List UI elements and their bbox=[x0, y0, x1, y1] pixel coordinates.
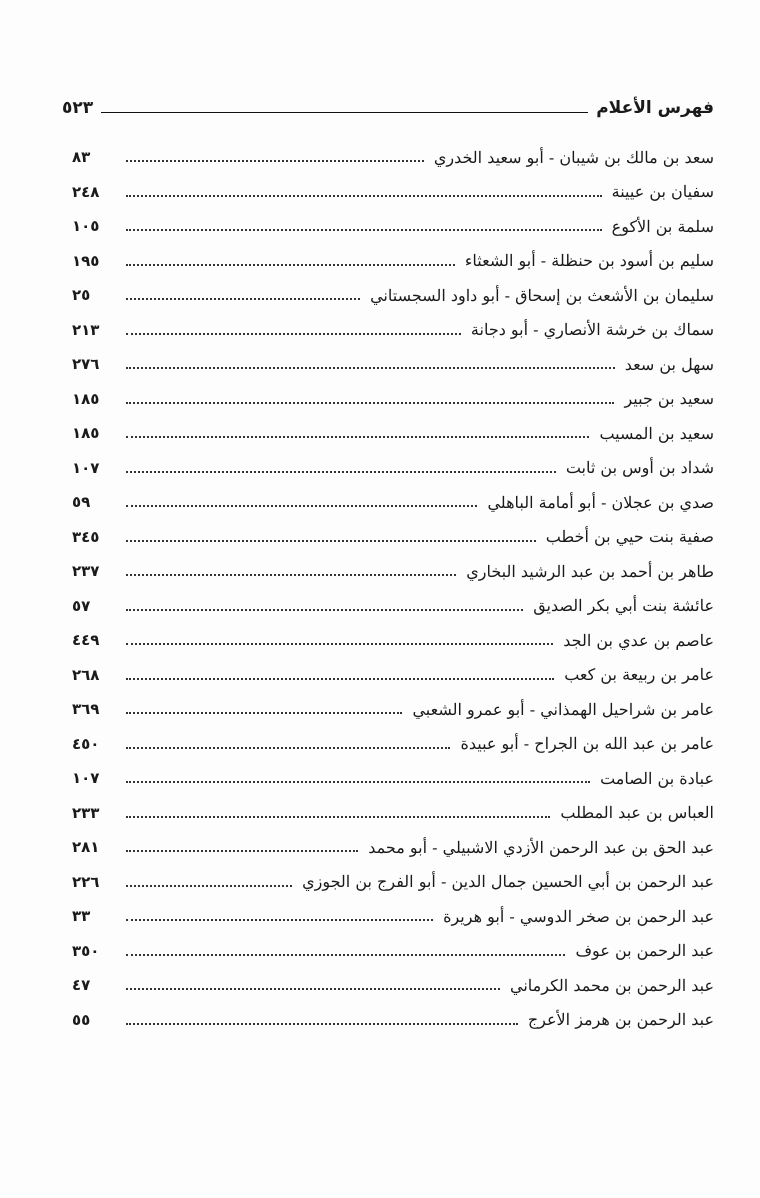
dot-leader bbox=[126, 434, 589, 438]
entry-page-number: ٤٧ bbox=[72, 976, 91, 995]
index-entry bbox=[72, 140, 714, 175]
dot-leader bbox=[126, 262, 455, 266]
header-rule bbox=[101, 112, 588, 113]
entry-page-number: ٢٣٧ bbox=[72, 562, 100, 581]
dot-leader bbox=[126, 572, 456, 576]
entry-name: العباس بن عبد المطلب bbox=[560, 803, 714, 823]
dot-leader bbox=[126, 710, 402, 714]
entry-name: سهل بن سعد bbox=[624, 354, 714, 374]
index-entry bbox=[72, 416, 714, 451]
dot-leader bbox=[126, 952, 565, 956]
index-entry bbox=[72, 899, 714, 934]
entry-page-number: ٣٦٩ bbox=[72, 700, 100, 719]
entry-page-number: ٤٥٠ bbox=[72, 734, 100, 753]
index-entry bbox=[72, 692, 714, 727]
entry-page-number: ١٠٥ bbox=[72, 217, 100, 236]
entry-name: عبد الرحمن بن محمد الكرماني bbox=[510, 975, 714, 995]
entry-name: صدي بن عجلان - أبو أمامة الباهلي bbox=[487, 492, 714, 512]
dot-leader bbox=[126, 848, 358, 852]
entry-page-number: ٢٦٨ bbox=[72, 665, 100, 684]
entry-page-number: ٣٣ bbox=[72, 907, 91, 926]
index-entry bbox=[72, 382, 714, 417]
dot-leader bbox=[126, 883, 292, 887]
dot-leader bbox=[126, 745, 450, 749]
index-entry bbox=[72, 796, 714, 831]
entry-name: سعد بن مالك بن شيبان - أبو سعيد الخدري bbox=[433, 147, 714, 167]
dot-leader bbox=[126, 641, 553, 645]
entry-page-number: ٣٤٥ bbox=[72, 527, 100, 546]
dot-leader bbox=[126, 676, 554, 680]
entry-page-number: ٢٥ bbox=[72, 286, 91, 305]
dot-leader bbox=[126, 227, 602, 231]
entry-name: عامر بن ربيعة بن كعب bbox=[564, 665, 714, 685]
index-entry bbox=[72, 175, 714, 210]
dot-leader bbox=[126, 193, 602, 197]
index-entry bbox=[72, 589, 714, 624]
dot-leader bbox=[126, 779, 590, 783]
entry-page-number: ٤٤٩ bbox=[72, 631, 100, 650]
entry-name: عامر بن عبد الله بن الجراح - أبو عبيدة bbox=[460, 734, 714, 754]
entry-name: عبد الحق بن عبد الرحمن الأزدي الاشبيلي - أبو محمد bbox=[368, 837, 714, 857]
entry-page-number: ٢٧٦ bbox=[72, 355, 100, 374]
dot-leader bbox=[126, 331, 461, 335]
dot-leader bbox=[126, 538, 536, 542]
entry-name: عامر بن شراحيل الهمذاني - أبو عمرو الشعبي bbox=[412, 699, 714, 719]
index-entry bbox=[72, 658, 714, 693]
index-entry bbox=[72, 485, 714, 520]
entry-name: عائشة بنت أبي بكر الصديق bbox=[533, 596, 714, 616]
index-entry bbox=[72, 244, 714, 279]
dot-leader bbox=[126, 365, 615, 369]
running-header bbox=[62, 88, 714, 120]
entry-name: سليم بن أسود بن حنظلة - أبو الشعثاء bbox=[464, 251, 714, 271]
entry-name: عبادة بن الصامت bbox=[600, 768, 714, 788]
index-entry bbox=[72, 623, 714, 658]
entry-page-number: ١٠٧ bbox=[72, 769, 100, 788]
index-entry bbox=[72, 278, 714, 313]
dot-leader bbox=[126, 503, 477, 507]
header-title: فهرس الأعلام bbox=[596, 98, 714, 118]
index-entry bbox=[72, 761, 714, 796]
entry-name: طاهر بن أحمد بن عبد الرشيد البخاري bbox=[466, 561, 714, 581]
index-entry bbox=[72, 520, 714, 555]
entry-page-number: ١٨٥ bbox=[72, 389, 100, 408]
entry-name: عبد الرحمن بن أبي الحسين جمال الدين - أبو الفرج بن الجوزي bbox=[302, 872, 714, 892]
entry-name: سليمان بن الأشعث بن إسحاق - أبو داود السجستاني bbox=[370, 285, 714, 305]
index-entry bbox=[72, 554, 714, 589]
entry-name: سلمة بن الأكوع bbox=[611, 216, 714, 236]
entry-name: عبد الرحمن بن صخر الدوسي - أبو هريرة bbox=[443, 906, 714, 926]
dot-leader bbox=[126, 469, 556, 473]
entry-name: عبد الرحمن بن هرمز الأعرج bbox=[527, 1010, 714, 1030]
dot-leader bbox=[126, 917, 433, 921]
entry-name: صفية بنت حيي بن أخطب bbox=[545, 527, 714, 547]
entry-page-number: ١٨٥ bbox=[72, 424, 100, 443]
index-entry bbox=[72, 209, 714, 244]
index-entry bbox=[72, 865, 714, 900]
entry-name: سماك بن خرشة الأنصاري - أبو دجانة bbox=[470, 320, 714, 340]
entry-page-number: ٥٩ bbox=[72, 493, 91, 512]
dot-leader bbox=[126, 400, 614, 404]
entry-name: سعيد بن جبير bbox=[624, 389, 714, 409]
index-entry bbox=[72, 347, 714, 382]
index-entry bbox=[72, 968, 714, 1003]
dot-leader bbox=[126, 986, 500, 990]
entry-name: سفيان بن عيينة bbox=[611, 182, 714, 202]
index-entry bbox=[72, 727, 714, 762]
entry-page-number: ٥٥ bbox=[72, 1010, 91, 1029]
index-entry bbox=[72, 1003, 714, 1038]
entry-page-number: ٢٢٦ bbox=[72, 872, 100, 891]
entry-page-number: ١٩٥ bbox=[72, 251, 100, 270]
entry-page-number: ٢٨١ bbox=[72, 838, 100, 857]
index-entry bbox=[72, 934, 714, 969]
dot-leader bbox=[126, 1021, 518, 1025]
entry-page-number: ٢٣٣ bbox=[72, 803, 100, 822]
dot-leader bbox=[126, 814, 550, 818]
dot-leader bbox=[126, 296, 360, 300]
entry-name: عاصم بن عدي بن الجد bbox=[563, 630, 714, 650]
index-of-names bbox=[72, 140, 714, 1037]
entry-name: شداد بن أوس بن ثابت bbox=[565, 458, 714, 478]
entry-page-number: ٨٣ bbox=[72, 148, 91, 167]
index-entry bbox=[72, 451, 714, 486]
entry-page-number: ٣٥٠ bbox=[72, 941, 100, 960]
entry-name: عبد الرحمن بن عوف bbox=[575, 941, 714, 961]
entry-page-number: ٢١٣ bbox=[72, 320, 100, 339]
dot-leader bbox=[126, 607, 523, 611]
entry-page-number: ١٠٧ bbox=[72, 458, 100, 477]
entry-page-number: ٥٧ bbox=[72, 596, 91, 615]
index-entry bbox=[72, 830, 714, 865]
entry-name: سعيد بن المسيب bbox=[599, 423, 714, 443]
dot-leader bbox=[126, 158, 424, 162]
header-page-number: ٥٢٣ bbox=[62, 98, 94, 118]
index-entry bbox=[72, 313, 714, 348]
entry-page-number: ٢٤٨ bbox=[72, 182, 100, 201]
